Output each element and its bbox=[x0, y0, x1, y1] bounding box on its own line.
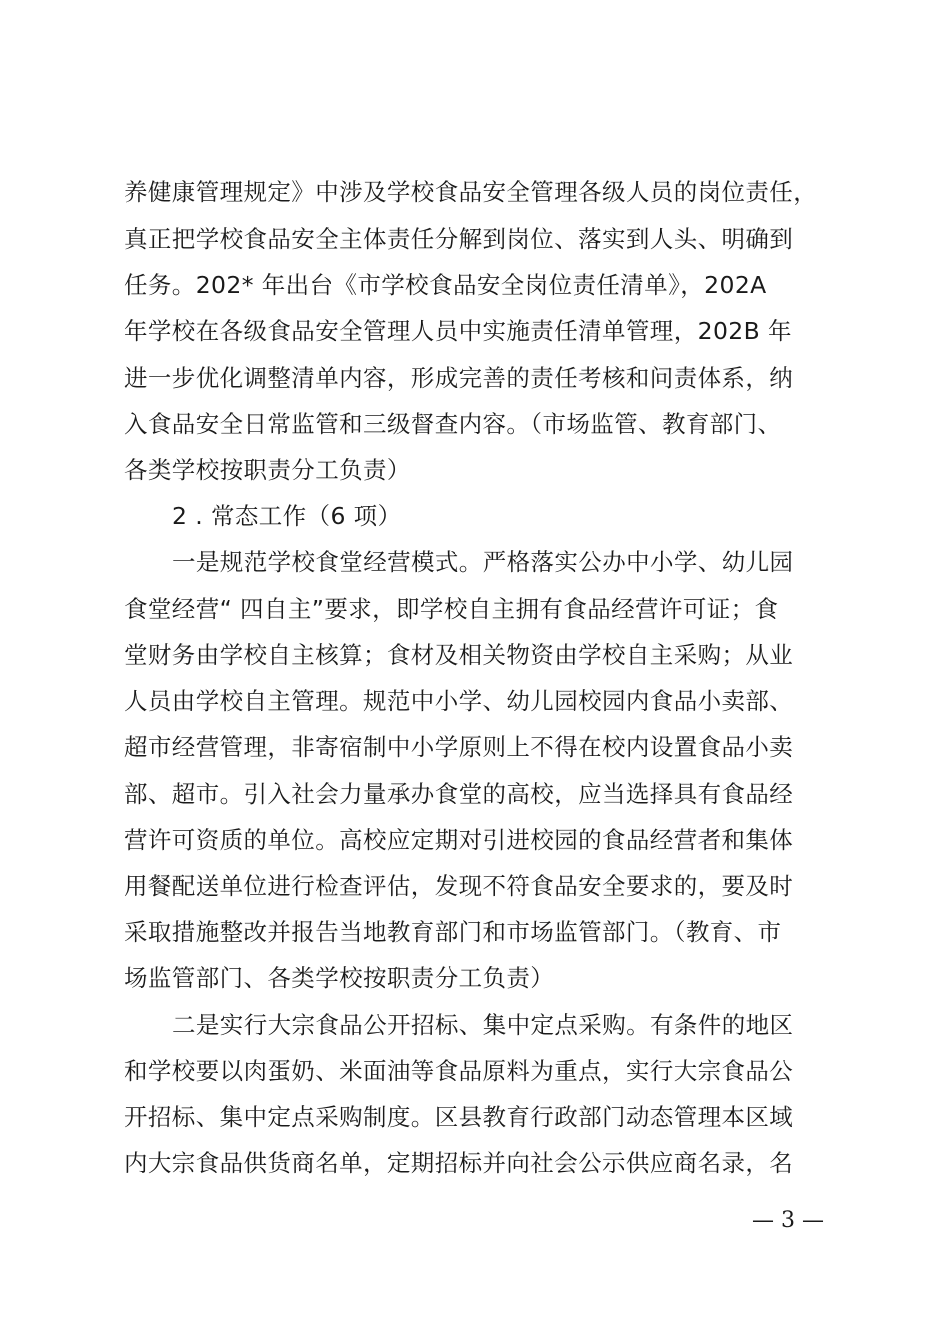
body-line: 用餐配送单位进行检查评估，发现不符食品安全要求的，要及时 bbox=[124, 872, 794, 900]
body-line: 采取措施整改并报告当地教育部门和市场监管部门。（教育、市 bbox=[124, 918, 782, 946]
paragraph-start-line: 一是规范学校食堂经营模式。严格落实公办中小学、幼儿园 bbox=[172, 548, 794, 576]
body-line: 内大宗食品供货商名单，定期招标并向社会公示供应商名录，名 bbox=[124, 1149, 794, 1177]
body-line: 进一步优化调整清单内容，形成完善的责任考核和问责体系，纳 bbox=[124, 364, 794, 392]
section-heading: 2 . 常态工作（6 项） bbox=[172, 502, 402, 530]
body-line: 任务。202* 年出台《市学校食品安全岗位责任清单》，202A bbox=[124, 271, 767, 299]
body-line: 各类学校按职责分工负责） bbox=[124, 456, 411, 484]
body-line: 超市经营管理，非寄宿制中小学原则上不得在校内设置食品小卖 bbox=[124, 733, 794, 761]
body-line: 部、超市。引入社会力量承办食堂的高校，应当选择具有食品经 bbox=[124, 780, 794, 808]
body-line: 场监管部门、各类学校按职责分工负责） bbox=[124, 964, 555, 992]
body-line: 年学校在各级食品安全管理人员中实施责任清单管理，202B 年 bbox=[124, 317, 792, 345]
body-line: 和学校要以肉蛋奶、米面油等食品原料为重点，实行大宗食品公 bbox=[124, 1057, 794, 1085]
body-line: 养健康管理规定》中涉及学校食品安全管理各级人员的岗位责任， bbox=[124, 178, 818, 206]
body-line: 真正把学校食品安全主体责任分解到岗位、落实到人头、明确到 bbox=[124, 225, 794, 253]
body-line: 堂财务由学校自主核算；食材及相关物资由学校自主采购；从业 bbox=[124, 641, 794, 669]
body-line: 开招标、集中定点采购制度。区县教育行政部门动态管理本区域 bbox=[124, 1103, 794, 1131]
body-line: 入食品安全日常监管和三级督查内容。（市场监管、教育部门、 bbox=[124, 410, 782, 438]
paragraph-start-line: 二是实行大宗食品公开招标、集中定点采购。有条件的地区 bbox=[172, 1011, 794, 1039]
body-line: 人员由学校自主管理。规范中小学、幼儿园校园内食品小卖部、 bbox=[124, 687, 794, 715]
page-number: — 3 — bbox=[752, 1208, 824, 1233]
body-line: 营许可资质的单位。高校应定期对引进校园的食品经营者和集体 bbox=[124, 826, 794, 854]
body-line: 食堂经营“ 四自主”要求，即学校自主拥有食品经营许可证；食 bbox=[124, 595, 779, 623]
